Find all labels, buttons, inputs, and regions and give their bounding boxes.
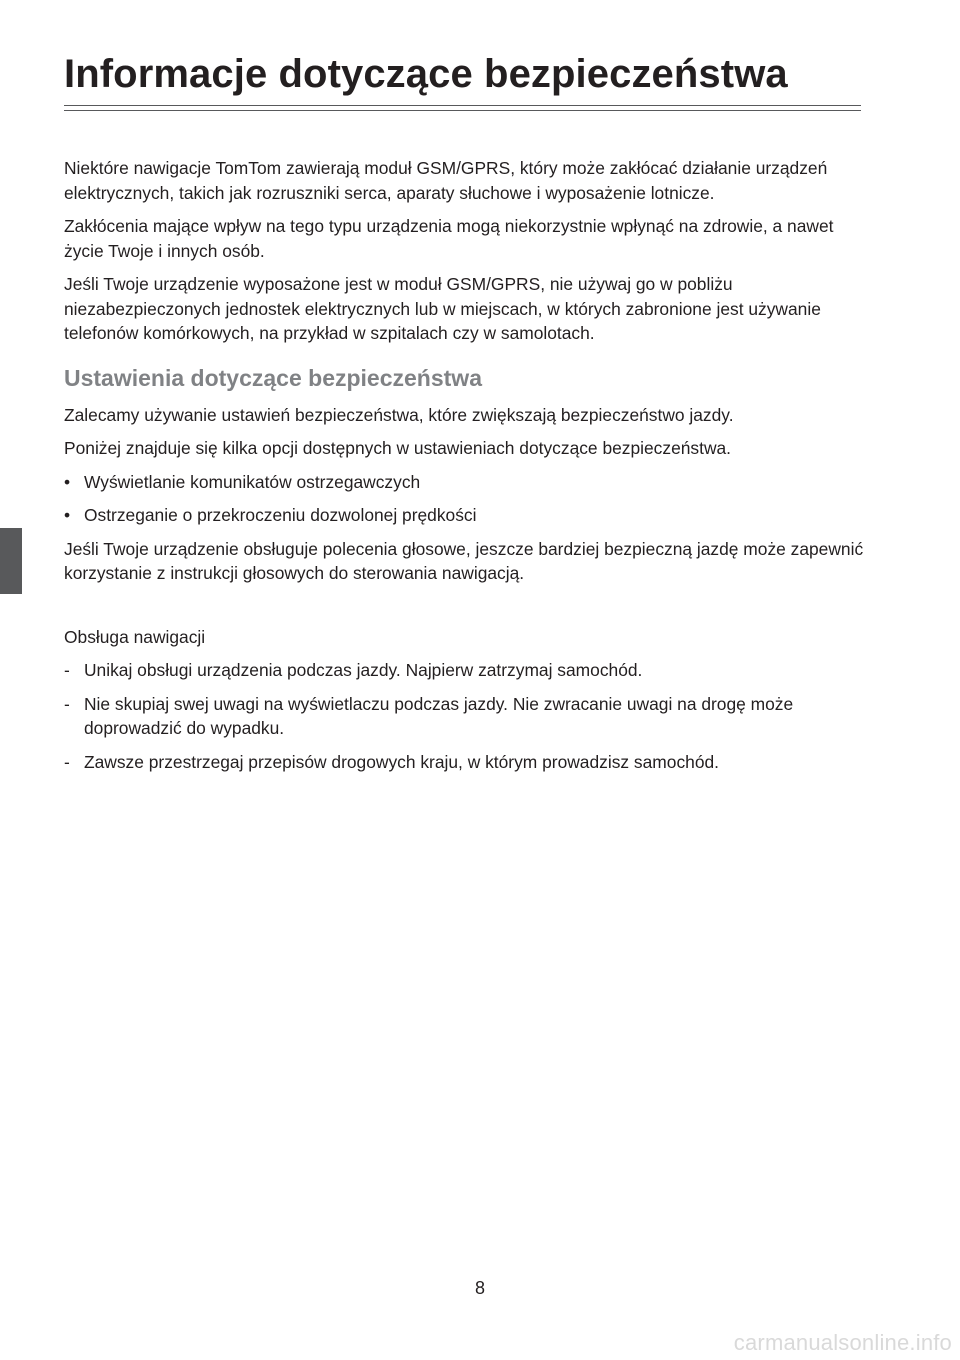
page-content xyxy=(64,156,864,783)
bullet-marker: • xyxy=(64,471,71,492)
list-item-text: Ostrzeganie o przekroczeniu dozwolonej prędkości xyxy=(84,505,477,525)
chapter-side-tab xyxy=(0,528,22,594)
title-rule-top xyxy=(64,105,861,106)
list-item-text: Unikaj obsługi urządzenia podczas jazdy. Najpierw zatrzymaj samochód. xyxy=(84,660,643,680)
list-item-text: Nie skupiaj swej uwagi na wyświetlaczu podczas jazdy. Nie zwracanie uwagi na drogę może doprowadzić do wypadku. xyxy=(84,693,794,738)
list-item xyxy=(64,503,864,528)
dash-marker: - xyxy=(64,693,70,714)
paragraph-recommendation: Zalecamy używanie ustawień bezpieczeństwa, które zwiększają bezpieczeństwo jazdy. xyxy=(64,404,734,425)
list-item xyxy=(64,658,864,683)
paragraph-voice-commands: Jeśli Twoje urządzenie obsługuje polecenia głosowe, jeszcze bardziej bezpieczną jazdę może zapewnić korzystanie z instrukcji głosowych do sterowania nawigacją. xyxy=(64,538,864,583)
paragraph-health-risk: Zakłócenia mające wpływ na tego typu urządzenia mogą niekorzystnie wpłynąć na zdrowie, a nawet życie Twoje i innych osób. xyxy=(64,216,834,261)
section-spacer xyxy=(64,595,864,625)
list-item-text: Wyświetlanie komunikatów ostrzegawczych xyxy=(84,471,421,492)
list-item xyxy=(64,750,864,775)
dash-marker: - xyxy=(64,751,70,772)
page-title: Informacje dotyczące bezpieczeństwa xyxy=(64,52,788,96)
list-item-text: Zawsze przestrzegaj przepisów drogowych kraju, w którym prowadzisz samochód. xyxy=(84,751,719,772)
page-number: 8 xyxy=(474,1278,485,1298)
watermark: carmanualsonline.info xyxy=(733,1330,952,1355)
dash-marker: - xyxy=(64,660,70,680)
section-heading-navigation-use: Obsługa nawigacji xyxy=(64,626,206,647)
paragraph-usage-restriction: Jeśli Twoje urządzenie wyposażone jest w moduł GSM/GPRS, nie używaj go w pobliżu niezabezpieczonych jednostek elektrycznych lub w miejscach, w których zabronione jest używanie telefonów komórkowych, na przykład w szpitalach czy w samolotach. xyxy=(64,274,821,343)
section-heading-safety-settings: Ustawienia dotyczące bezpieczeństwa xyxy=(64,364,482,391)
list-item xyxy=(64,470,864,495)
paragraph-gsm-interference: Niektóre nawigacje TomTom zawierają moduł GSM/GPRS, który może zakłócać działanie urządzeń elektrycznych, takich jak rozruszniki serca, aparaty słuchowe i wyposażenie lotnicze. xyxy=(64,158,828,203)
title-rule-bottom xyxy=(64,110,861,111)
paragraph-options-intro: Poniżej znajduje się kilka opcji dostępnych w ustawieniach dotyczące bezpieczeństwa. xyxy=(64,438,732,458)
list-item xyxy=(64,692,864,741)
bullet-marker: • xyxy=(64,505,71,525)
